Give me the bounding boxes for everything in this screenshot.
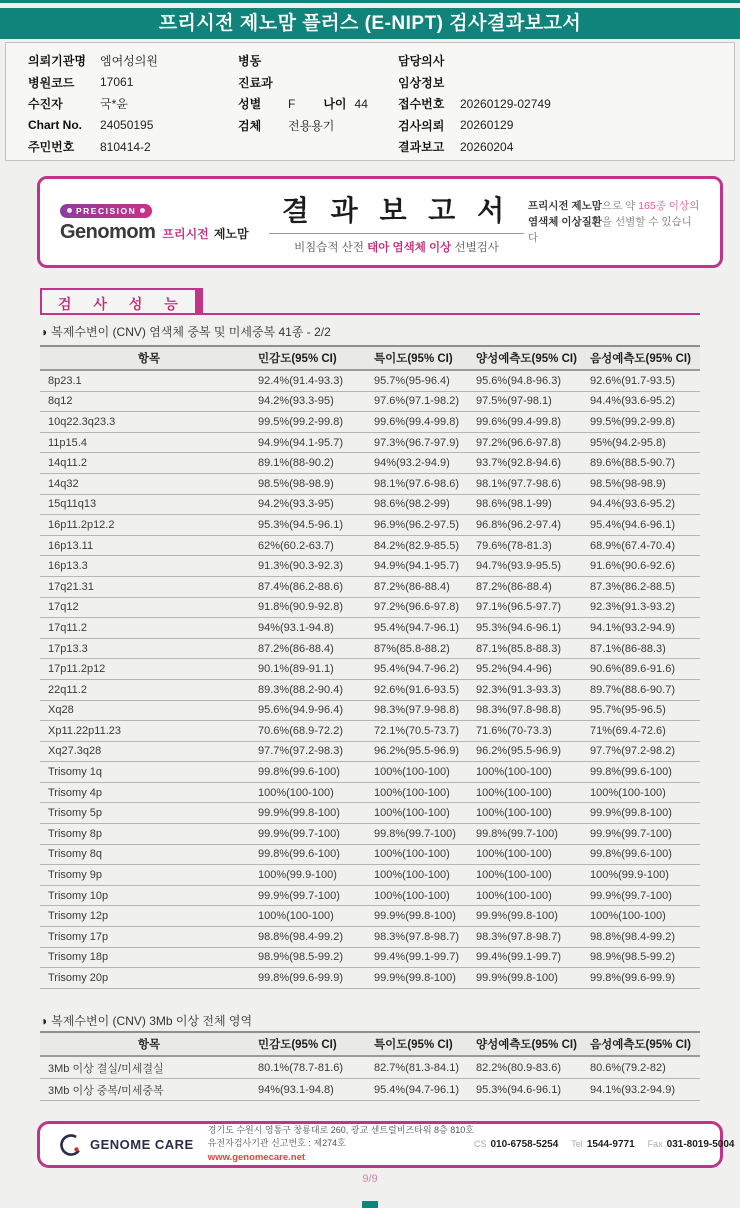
npv-cell: 89.7%(88.6-90.7) bbox=[590, 679, 700, 700]
patient-info-panel bbox=[5, 42, 735, 161]
field-value: 엠여성의원 bbox=[100, 54, 158, 69]
cs-contact: CS 010-6758-5254 bbox=[473, 1139, 559, 1150]
field-value: 810414-2 bbox=[100, 139, 151, 154]
specificity-cell: 97.6%(97.1-98.2) bbox=[374, 391, 476, 412]
field-sex-age bbox=[238, 93, 398, 115]
field-value: 20260129 bbox=[460, 118, 514, 133]
field-value: 국*윤 bbox=[100, 97, 128, 112]
npv-cell: 98.8%(98.4-99.2) bbox=[590, 927, 700, 948]
sensitivity-cell: 80.1%(78.7-81.6) bbox=[258, 1056, 374, 1079]
npv-cell: 98.9%(98.5-99.2) bbox=[590, 947, 700, 968]
col-header-sensitivity: 민감도(95% CI) bbox=[258, 346, 374, 370]
specificity-cell: 95.4%(94.7-96.2) bbox=[374, 659, 476, 680]
ppv-cell: 79.6%(78-81.3) bbox=[476, 535, 590, 556]
sensitivity-cell: 62%(60.2-63.7) bbox=[258, 535, 374, 556]
banner-center bbox=[265, 189, 528, 255]
npv-cell: 99.5%(99.2-99.8) bbox=[590, 412, 700, 433]
item-cell: Trisomy 8p bbox=[40, 824, 258, 845]
table-row bbox=[40, 700, 700, 721]
ppv-cell: 95.6%(94.8-96.3) bbox=[476, 370, 590, 391]
field-patient-name bbox=[28, 93, 238, 115]
item-cell: 16p13.3 bbox=[40, 556, 258, 577]
item-cell: Xq28 bbox=[40, 700, 258, 721]
ppv-cell: 99.4%(99.1-99.7) bbox=[476, 947, 590, 968]
specificity-cell: 100%(100-100) bbox=[374, 865, 476, 886]
section-title-box: 검 사 성 능 bbox=[40, 288, 203, 315]
table-row bbox=[40, 556, 700, 577]
table-header-row bbox=[40, 346, 700, 370]
npv-cell: 95.4%(94.6-96.1) bbox=[590, 515, 700, 536]
sensitivity-cell: 95.6%(94.9-96.4) bbox=[258, 700, 374, 721]
col-header-npv: 음성예측도(95% CI) bbox=[590, 346, 700, 370]
col-header-ppv: 양성예측도(95% CI) bbox=[476, 346, 590, 370]
banner-divider bbox=[269, 233, 524, 234]
npv-cell: 99.8%(99.6-99.9) bbox=[590, 968, 700, 989]
table-row bbox=[40, 885, 700, 906]
table-row bbox=[40, 782, 700, 803]
col-header-ppv: 양성예측도(95% CI) bbox=[476, 1032, 590, 1056]
npv-cell: 97.7%(97.2-98.2) bbox=[590, 741, 700, 762]
ppv-cell: 99.9%(99.8-100) bbox=[476, 906, 590, 927]
ppv-cell: 98.3%(97.8-98.8) bbox=[476, 700, 590, 721]
table-row bbox=[40, 906, 700, 927]
field-doctor bbox=[398, 50, 734, 72]
item-cell: 14q11.2 bbox=[40, 453, 258, 474]
specificity-cell: 95.4%(94.7-96.1) bbox=[374, 1079, 476, 1101]
table-row bbox=[40, 391, 700, 412]
page-number: 9/9 bbox=[362, 1173, 378, 1185]
sensitivity-cell: 98.5%(98-98.9) bbox=[258, 473, 374, 494]
item-cell: 16p13.11 bbox=[40, 535, 258, 556]
table-header-row bbox=[40, 1032, 700, 1056]
specificity-cell: 97.2%(96.6-97.8) bbox=[374, 597, 476, 618]
field-clinical-info bbox=[398, 72, 734, 94]
npv-cell: 99.9%(99.7-100) bbox=[590, 824, 700, 845]
item-cell: 14q32 bbox=[40, 473, 258, 494]
specificity-cell: 98.3%(97.8-98.7) bbox=[374, 927, 476, 948]
specificity-cell: 99.6%(99.4-99.8) bbox=[374, 412, 476, 433]
half-circle-icon: ◑ bbox=[40, 1014, 48, 1028]
badge-label: PRECISION bbox=[76, 205, 137, 216]
field-label: 병원코드 bbox=[28, 75, 75, 90]
specificity-cell: 99.4%(99.1-99.7) bbox=[374, 947, 476, 968]
npv-cell: 94.1%(93.2-94.9) bbox=[590, 618, 700, 639]
specificity-cell: 94%(93.2-94.9) bbox=[374, 453, 476, 474]
item-cell: Trisomy 12p bbox=[40, 906, 258, 927]
specificity-cell: 92.6%(91.6-93.5) bbox=[374, 679, 476, 700]
item-cell: 8p23.1 bbox=[40, 370, 258, 391]
field-label: Chart No. bbox=[28, 118, 82, 133]
col-header-item: 항목 bbox=[40, 1032, 258, 1056]
item-cell: 17q21.31 bbox=[40, 576, 258, 597]
field-specimen bbox=[238, 115, 398, 137]
item-cell: 22q11.2 bbox=[40, 679, 258, 700]
ppv-cell: 95.3%(94.6-96.1) bbox=[476, 618, 590, 639]
field-label: 임상정보 bbox=[398, 75, 445, 90]
section-header-performance bbox=[40, 288, 700, 315]
table-row bbox=[40, 494, 700, 515]
specificity-cell: 100%(100-100) bbox=[374, 782, 476, 803]
footer-contacts bbox=[474, 1139, 735, 1150]
sensitivity-cell: 94.9%(94.1-95.7) bbox=[258, 432, 374, 453]
table-row bbox=[40, 762, 700, 783]
field-label: 진료과 bbox=[238, 75, 273, 90]
banner-subtitle: 비침습적 산전 태아 염색체 이상 선별검사 bbox=[294, 242, 499, 254]
table-row bbox=[40, 576, 700, 597]
npv-cell: 71%(69.4-72.6) bbox=[590, 721, 700, 742]
table-row bbox=[40, 473, 700, 494]
footer-panel bbox=[37, 1121, 735, 1168]
specificity-cell: 98.3%(97.9-98.8) bbox=[374, 700, 476, 721]
col-header-item: 항목 bbox=[40, 346, 258, 370]
ppv-cell: 100%(100-100) bbox=[476, 885, 590, 906]
npv-cell: 90.6%(89.6-91.6) bbox=[590, 659, 700, 680]
field-ward bbox=[238, 50, 398, 72]
sensitivity-cell: 90.1%(89-91.1) bbox=[258, 659, 374, 680]
field-value: 17061 bbox=[100, 75, 134, 90]
item-cell: 16p11.2p12.2 bbox=[40, 515, 258, 536]
table2-caption: ◑ 복제수변이 (CNV) 3Mb 이상 전체 영역 bbox=[40, 1014, 253, 1028]
table-row bbox=[40, 659, 700, 680]
field-label: 검체 bbox=[238, 118, 262, 133]
col-header-npv: 음성예측도(95% CI) bbox=[590, 1032, 700, 1056]
npv-cell: 99.8%(99.6-100) bbox=[590, 844, 700, 865]
table-row bbox=[40, 638, 700, 659]
sensitivity-cell: 91.3%(90.3-92.3) bbox=[258, 556, 374, 577]
address-line-2: 유전자검사기관 신고번호 : 제274호 bbox=[207, 1138, 346, 1149]
specificity-cell: 100%(100-100) bbox=[374, 844, 476, 865]
npv-cell: 87.1%(86-88.3) bbox=[590, 638, 700, 659]
top-accent-line bbox=[0, 0, 740, 3]
next-page-mark bbox=[362, 1201, 378, 1208]
sensitivity-cell: 97.7%(97.2-98.3) bbox=[258, 741, 374, 762]
brand-name: Genomom bbox=[60, 220, 156, 243]
tel-contact: Tel 1544-9771 bbox=[571, 1139, 635, 1150]
item-cell: 17p11.2p12 bbox=[40, 659, 258, 680]
ppv-cell: 93.7%(92.8-94.6) bbox=[476, 453, 590, 474]
field-label: 의뢰기관명 bbox=[28, 54, 86, 69]
table-row bbox=[40, 947, 700, 968]
sensitivity-cell: 70.6%(68.9-72.2) bbox=[258, 721, 374, 742]
item-cell: 17q12 bbox=[40, 597, 258, 618]
item-cell: Trisomy 1q bbox=[40, 762, 258, 783]
sensitivity-cell: 100%(100-100) bbox=[258, 782, 374, 803]
sensitivity-cell: 94.2%(93.3-95) bbox=[258, 391, 374, 412]
item-cell: Trisomy 4p bbox=[40, 782, 258, 803]
brand-logotype bbox=[60, 221, 265, 244]
brand-kr: 제노맘 bbox=[213, 226, 249, 241]
sensitivity-cell: 100%(100-100) bbox=[258, 906, 374, 927]
specificity-cell: 94.9%(94.1-95.7) bbox=[374, 556, 476, 577]
sensitivity-cell: 99.9%(99.8-100) bbox=[258, 803, 374, 824]
sensitivity-cell: 94%(93.1-94.8) bbox=[258, 1079, 374, 1101]
table-row bbox=[40, 865, 700, 886]
specificity-cell: 97.3%(96.7-97.9) bbox=[374, 432, 476, 453]
npv-cell: 92.6%(91.7-93.5) bbox=[590, 370, 700, 391]
sensitivity-cell: 99.8%(99.6-99.9) bbox=[258, 968, 374, 989]
specificity-cell: 82.7%(81.3-84.1) bbox=[374, 1056, 476, 1079]
field-label: 접수번호 bbox=[398, 97, 445, 112]
sensitivity-cell: 95.3%(94.5-96.1) bbox=[258, 515, 374, 536]
ppv-cell: 87.1%(85.8-88.3) bbox=[476, 638, 590, 659]
sensitivity-cell: 100%(99.9-100) bbox=[258, 865, 374, 886]
sensitivity-cell: 91.8%(90.9-92.8) bbox=[258, 597, 374, 618]
col-header-specificity: 특이도(95% CI) bbox=[374, 1032, 476, 1056]
item-cell: 3Mb 이상 결실/미세결실 bbox=[40, 1056, 258, 1079]
table-row bbox=[40, 741, 700, 762]
precision-badge bbox=[60, 204, 152, 218]
table-row bbox=[40, 412, 700, 433]
ppv-cell: 87.2%(86-88.4) bbox=[476, 576, 590, 597]
item-cell: 3Mb 이상 중복/미세중복 bbox=[40, 1079, 258, 1101]
cnv-duplication-performance-table bbox=[40, 345, 700, 989]
sensitivity-cell: 99.8%(99.6-100) bbox=[258, 762, 374, 783]
ppv-cell: 98.3%(97.8-98.7) bbox=[476, 927, 590, 948]
item-cell: Trisomy 8q bbox=[40, 844, 258, 865]
item-cell: Xp11.22p11.23 bbox=[40, 721, 258, 742]
ppv-cell: 99.9%(99.8-100) bbox=[476, 968, 590, 989]
field-value: 20260204 bbox=[460, 139, 514, 154]
field-label: 성별 bbox=[238, 97, 262, 112]
specificity-cell: 84.2%(82.9-85.5) bbox=[374, 535, 476, 556]
field-label: 나이 bbox=[323, 97, 347, 112]
ppv-cell: 99.6%(99.4-99.8) bbox=[476, 412, 590, 433]
field-value: 전용용기 bbox=[288, 118, 335, 133]
ppv-cell: 96.2%(95.5-96.9) bbox=[476, 741, 590, 762]
npv-cell: 100%(100-100) bbox=[590, 906, 700, 927]
npv-cell: 94.4%(93.6-95.2) bbox=[590, 494, 700, 515]
genome-care-mark-icon bbox=[58, 1132, 84, 1158]
sensitivity-cell: 92.4%(91.4-93.3) bbox=[258, 370, 374, 391]
specificity-cell: 95.4%(94.7-96.1) bbox=[374, 618, 476, 639]
specificity-cell: 96.9%(96.2-97.5) bbox=[374, 515, 476, 536]
field-value: 20260129-02749 bbox=[460, 96, 551, 111]
npv-cell: 100%(100-100) bbox=[590, 782, 700, 803]
half-circle-icon: ◑ bbox=[40, 325, 48, 339]
ppv-cell: 82.2%(80.9-83.6) bbox=[476, 1056, 590, 1079]
table-row bbox=[40, 432, 700, 453]
npv-cell: 98.5%(98-98.9) bbox=[590, 473, 700, 494]
field-ordering-org bbox=[28, 50, 238, 72]
npv-cell: 94.1%(93.2-94.9) bbox=[590, 1079, 700, 1101]
table-row bbox=[40, 968, 700, 989]
ppv-cell: 100%(100-100) bbox=[476, 844, 590, 865]
ppv-cell: 95.3%(94.6-96.1) bbox=[476, 1079, 590, 1101]
ppv-cell: 100%(100-100) bbox=[476, 803, 590, 824]
npv-cell: 95%(94.2-95.8) bbox=[590, 432, 700, 453]
ppv-cell: 95.2%(94.4-96) bbox=[476, 659, 590, 680]
item-cell: Trisomy 17p bbox=[40, 927, 258, 948]
item-cell: 10q22.3q23.3 bbox=[40, 412, 258, 433]
website-link[interactable]: www.genomecare.net bbox=[207, 1151, 306, 1163]
npv-cell: 100%(99.9-100) bbox=[590, 865, 700, 886]
item-cell: Trisomy 9p bbox=[40, 865, 258, 886]
npv-cell: 80.6%(79.2-82) bbox=[590, 1056, 700, 1079]
table-row bbox=[40, 453, 700, 474]
specificity-cell: 87%(85.8-88.2) bbox=[374, 638, 476, 659]
table-row bbox=[40, 927, 700, 948]
npv-cell: 99.9%(99.7-100) bbox=[590, 885, 700, 906]
sensitivity-cell: 94.2%(93.3-95) bbox=[258, 494, 374, 515]
field-label: 주민번호 bbox=[28, 140, 75, 155]
patient-info-col2 bbox=[238, 50, 398, 160]
address-line-1: 경기도 수원시 영통구 창룡대로 260, 광교 센트럴비즈타워 8층 810호 bbox=[207, 1124, 474, 1135]
patient-info-col1 bbox=[28, 50, 238, 160]
npv-cell: 68.9%(67.4-70.4) bbox=[590, 535, 700, 556]
table-row bbox=[40, 515, 700, 536]
specificity-cell: 100%(100-100) bbox=[374, 803, 476, 824]
item-cell: Trisomy 20p bbox=[40, 968, 258, 989]
ppv-cell: 98.6%(98.1-99) bbox=[476, 494, 590, 515]
npv-cell: 99.8%(99.6-100) bbox=[590, 762, 700, 783]
ppv-cell: 97.5%(97-98.1) bbox=[476, 391, 590, 412]
genomom-brand-block bbox=[60, 200, 265, 244]
item-cell: Trisomy 5p bbox=[40, 803, 258, 824]
table-row bbox=[40, 535, 700, 556]
cnv-3mb-performance-table bbox=[40, 1031, 700, 1101]
brand-kr-accent: 프리시전 bbox=[162, 226, 209, 241]
item-cell: 17p13.3 bbox=[40, 638, 258, 659]
field-test-request-date bbox=[398, 115, 734, 137]
ppv-cell: 100%(100-100) bbox=[476, 762, 590, 783]
specificity-cell: 98.6%(98.2-99) bbox=[374, 494, 476, 515]
item-cell: 11p15.4 bbox=[40, 432, 258, 453]
field-value: 24050195 bbox=[100, 118, 154, 133]
report-title-bar bbox=[0, 8, 740, 39]
table-row bbox=[40, 679, 700, 700]
ppv-cell: 94.7%(93.9-95.5) bbox=[476, 556, 590, 577]
field-label: 병동 bbox=[238, 54, 262, 69]
sensitivity-cell: 99.8%(99.6-100) bbox=[258, 844, 374, 865]
table-row bbox=[40, 824, 700, 845]
patient-info-col3 bbox=[398, 50, 734, 160]
specificity-cell: 100%(100-100) bbox=[374, 762, 476, 783]
field-label: 담당의사 bbox=[398, 54, 445, 69]
ppv-cell: 100%(100-100) bbox=[476, 865, 590, 886]
npv-cell: 99.9%(99.8-100) bbox=[590, 803, 700, 824]
fax-contact: Fax 031-8019-5004 bbox=[647, 1139, 735, 1150]
result-report-banner bbox=[37, 176, 723, 268]
item-cell: 17q11.2 bbox=[40, 618, 258, 639]
field-chart-no bbox=[28, 115, 238, 137]
table-row bbox=[40, 844, 700, 865]
specificity-cell: 87.2%(86-88.4) bbox=[374, 576, 476, 597]
table-row bbox=[40, 1056, 700, 1079]
npv-cell: 94.4%(93.6-95.2) bbox=[590, 391, 700, 412]
banner-right-note: 프리시전 제노맘으로 약 165종 이상의 염색체 이상질환을 선별할 수 있습니다 bbox=[528, 199, 700, 245]
table-row bbox=[40, 370, 700, 391]
table-row bbox=[40, 597, 700, 618]
npv-cell: 95.7%(95-96.5) bbox=[590, 700, 700, 721]
field-hospital-code bbox=[28, 72, 238, 94]
footer-address bbox=[208, 1124, 474, 1165]
badge-dot-icon bbox=[67, 208, 72, 213]
specificity-cell: 99.9%(99.8-100) bbox=[374, 906, 476, 927]
col-header-specificity: 특이도(95% CI) bbox=[374, 346, 476, 370]
table-row bbox=[40, 803, 700, 824]
item-cell: Trisomy 18p bbox=[40, 947, 258, 968]
field-value: 44 bbox=[354, 96, 368, 111]
specificity-cell: 99.9%(99.8-100) bbox=[374, 968, 476, 989]
table-row bbox=[40, 1079, 700, 1101]
specificity-cell: 96.2%(95.5-96.9) bbox=[374, 741, 476, 762]
field-department bbox=[238, 72, 398, 94]
specificity-cell: 95.7%(95-96.4) bbox=[374, 370, 476, 391]
sensitivity-cell: 99.9%(99.7-100) bbox=[258, 885, 374, 906]
npv-cell: 91.6%(90.6-92.6) bbox=[590, 556, 700, 577]
page-title: 프리시전 제노맘 플러스 (E-NIPT) 검사결과보고서 bbox=[158, 13, 582, 34]
ppv-cell: 100%(100-100) bbox=[476, 782, 590, 803]
specificity-cell: 98.1%(97.6-98.6) bbox=[374, 473, 476, 494]
table-row bbox=[40, 618, 700, 639]
table1-caption: ◑ 복제수변이 (CNV) 염색체 중복 및 미세중복 41종 - 2/2 bbox=[40, 325, 331, 339]
sensitivity-cell: 99.9%(99.7-100) bbox=[258, 824, 374, 845]
item-cell: 8q12 bbox=[40, 391, 258, 412]
genome-care-logo bbox=[58, 1132, 194, 1158]
sensitivity-cell: 89.3%(88.2-90.4) bbox=[258, 679, 374, 700]
sensitivity-cell: 87.2%(86-88.4) bbox=[258, 638, 374, 659]
item-cell: Xq27.3q28 bbox=[40, 741, 258, 762]
field-resident-id bbox=[28, 136, 238, 158]
sensitivity-cell: 89.1%(88-90.2) bbox=[258, 453, 374, 474]
banner-title: 결 과 보 고 서 bbox=[281, 195, 512, 226]
col-header-sensitivity: 민감도(95% CI) bbox=[258, 1032, 374, 1056]
badge-dot-icon bbox=[140, 208, 145, 213]
npv-cell: 92.3%(91.3-93.2) bbox=[590, 597, 700, 618]
table-row bbox=[40, 721, 700, 742]
specificity-cell: 72.1%(70.5-73.7) bbox=[374, 721, 476, 742]
specificity-cell: 99.8%(99.7-100) bbox=[374, 824, 476, 845]
ppv-cell: 71.6%(70-73.3) bbox=[476, 721, 590, 742]
specificity-cell: 100%(100-100) bbox=[374, 885, 476, 906]
sensitivity-cell: 99.5%(99.2-99.8) bbox=[258, 412, 374, 433]
item-cell: 15q11q13 bbox=[40, 494, 258, 515]
ppv-cell: 96.8%(96.2-97.4) bbox=[476, 515, 590, 536]
genome-care-wordmark: GENOME CARE bbox=[90, 1137, 194, 1152]
npv-cell: 89.6%(88.5-90.7) bbox=[590, 453, 700, 474]
item-cell: Trisomy 10p bbox=[40, 885, 258, 906]
field-label: 결과보고 bbox=[398, 140, 445, 155]
ppv-cell: 92.3%(91.3-93.3) bbox=[476, 679, 590, 700]
section-underline bbox=[198, 313, 700, 315]
ppv-cell: 99.8%(99.7-100) bbox=[476, 824, 590, 845]
field-receipt-no bbox=[398, 93, 734, 115]
field-label: 검사의뢰 bbox=[398, 118, 445, 133]
field-label: 수진자 bbox=[28, 97, 63, 112]
ppv-cell: 97.2%(96.6-97.8) bbox=[476, 432, 590, 453]
sensitivity-cell: 87.4%(86.2-88.6) bbox=[258, 576, 374, 597]
npv-cell: 87.3%(86.2-88.5) bbox=[590, 576, 700, 597]
sensitivity-cell: 94%(93.1-94.8) bbox=[258, 618, 374, 639]
ppv-cell: 97.1%(96.5-97.7) bbox=[476, 597, 590, 618]
field-result-report-date bbox=[398, 136, 734, 158]
ppv-cell: 98.1%(97.7-98.6) bbox=[476, 473, 590, 494]
field-value: F bbox=[288, 96, 296, 111]
sensitivity-cell: 98.9%(98.5-99.2) bbox=[258, 947, 374, 968]
sensitivity-cell: 98.8%(98.4-99.2) bbox=[258, 927, 374, 948]
